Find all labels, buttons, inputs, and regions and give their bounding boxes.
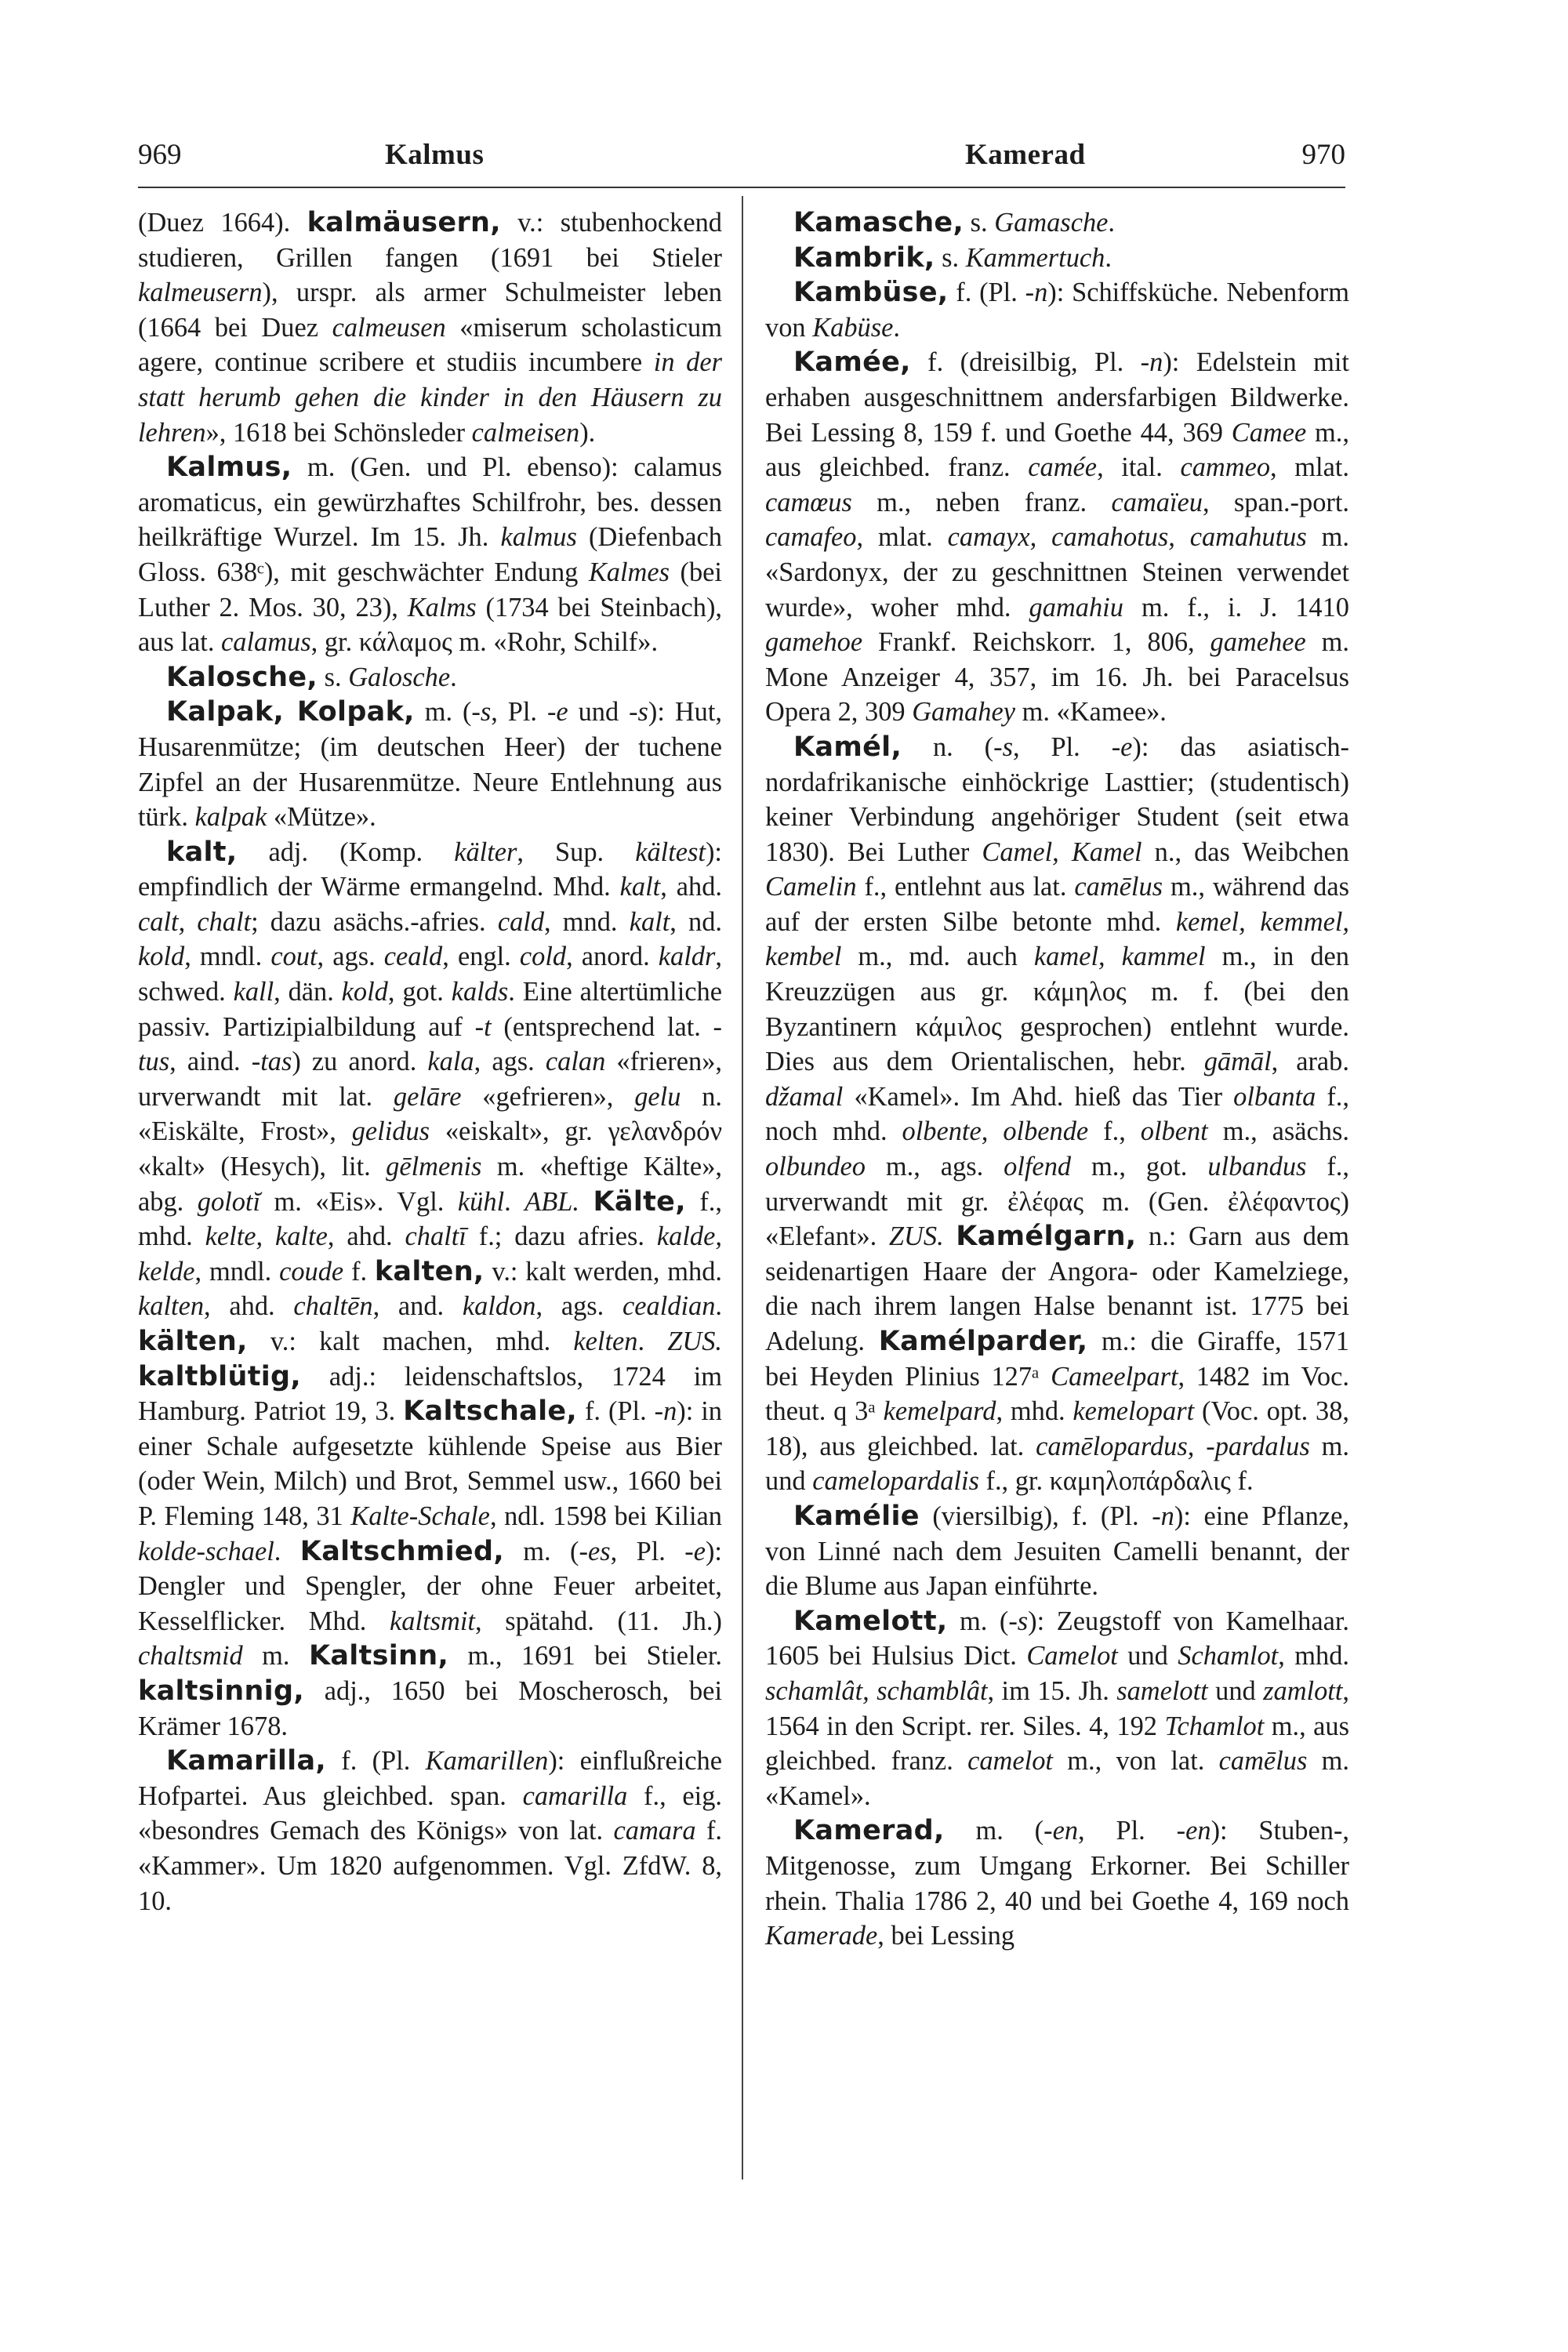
italic-text: Gamahey: [912, 697, 1015, 728]
entry-text: ): empfindlich der Wärme ermangelnd. Mhd.: [138, 837, 722, 902]
italic-text: Cameelpart: [1051, 1361, 1178, 1392]
headword: Kamarilla,: [166, 1745, 326, 1777]
italic-text: ABL.: [524, 1186, 579, 1217]
entry-text: [579, 1187, 593, 1217]
italic-text: olbente, olbende: [902, 1116, 1089, 1147]
italic-text: s: [1017, 1606, 1029, 1636]
italic-text: camœus: [765, 487, 852, 517]
italic-text: ZUS.: [667, 1327, 722, 1356]
header-rule: [138, 187, 1345, 188]
entry-text: , schwed.: [138, 942, 722, 1007]
italic-text: ceald: [383, 942, 443, 972]
entry-text: , 1482 im Voc. theut. q 3ᵃ: [765, 1361, 1349, 1427]
headword: kalt,: [166, 836, 238, 868]
dictionary-entry: [765, 1604, 1349, 1814]
entry-text: ).: [579, 417, 596, 448]
italic-text: Kamerade: [765, 1921, 878, 1951]
dictionary-entry: [765, 730, 1349, 1499]
headword: Kamélparder,: [878, 1326, 1088, 1357]
entry-text: n., das Weibchen: [1142, 837, 1349, 867]
dictionary-entry: [138, 835, 722, 1744]
italic-text: Galosche: [348, 662, 451, 692]
italic-text: es: [587, 1536, 611, 1566]
entry-text: m., aus gleichbed. franz.: [765, 1711, 1349, 1777]
italic-text: kalmeusern: [138, 278, 263, 308]
dictionary-entry: [765, 241, 1349, 276]
entry-text: f. (Pl. -: [948, 278, 1035, 308]
entry-text: n.: Garn aus dem seidenartigen Haare der Angora- oder Kamelziege, die nach ihrem langen Halse benannt ist. 1775 bei Adelung.: [765, 1221, 1349, 1356]
italic-text: s: [1002, 731, 1013, 762]
headword: Kamél,: [793, 731, 902, 763]
italic-text: kall: [233, 977, 274, 1007]
italic-text: Camelin: [765, 872, 857, 902]
entry-text: ): Stuben-, Mitgenosse, zum Umgang Erkorner. Bei Schiller rhein. Thalia 1786 2, 40 und bei Goethe 4, 169 noch: [765, 1816, 1350, 1916]
entry-text: adj. (Komp.: [237, 837, 455, 867]
italic-text: n: [1149, 347, 1163, 378]
entry-text: m., in den Kreuzzügen aus gr. κάμηλος m. f. (bei den Byzantinern κάμιλος gesprochen) entlehnt wurde. Dies aus dem Orientalischen, hebr.: [765, 942, 1349, 1077]
entry-text: «gefrieren»,: [461, 1081, 635, 1112]
italic-text: en: [1185, 1816, 1211, 1846]
entry-text: ; dazu asächs.-afries.: [251, 906, 498, 937]
italic-text: olbent: [1140, 1116, 1208, 1147]
entry-text: (Diefenbach Gloss. 638ᶜ), mit geschwächter Endung: [138, 522, 722, 587]
headword: Kälte,: [593, 1185, 686, 1218]
italic-text: kelten: [573, 1327, 638, 1356]
entry-text: , span.-port.: [1202, 487, 1349, 517]
headword: Kambüse,: [793, 277, 949, 309]
headword: kalmäusern,: [307, 207, 501, 238]
italic-text: gamehee: [1210, 627, 1306, 658]
headword: Kalpak, Kolpak,: [166, 696, 415, 728]
entry-text: ): Hut, Husarenmütze; (im deutschen Heer) der tuchene Zipfel an der Husarenmütze. Neure Entlehnung aus türk.: [138, 697, 723, 833]
entry-text: m. und: [765, 1431, 1349, 1497]
italic-text: Camee: [1231, 417, 1307, 448]
headword: Kambrik,: [793, 241, 935, 274]
italic-text: kalde, kelde: [138, 1221, 722, 1287]
entry-text: », 1618 bei Schönsleder: [205, 417, 472, 448]
italic-text: kalt: [619, 872, 661, 902]
italic-text: ZUS.: [888, 1221, 944, 1252]
italic-text: gēlmenis: [386, 1152, 482, 1182]
italic-text: Kalte-Schale: [350, 1501, 490, 1531]
italic-text: ulbandus: [1207, 1152, 1307, 1182]
entry-text: .: [450, 662, 457, 692]
dictionary-entry: [765, 275, 1349, 345]
entry-text: und: [1207, 1675, 1264, 1706]
entry-text: m., neben franz.: [851, 487, 1112, 517]
entry-text: ): einflußreiche Hofpartei. Aus gleichbed. span.: [138, 1746, 723, 1811]
italic-text: gamehoe: [765, 627, 863, 658]
dictionary-entry: [138, 450, 722, 660]
headword: Kamélie: [793, 1500, 920, 1532]
italic-text: tas: [260, 1047, 292, 1077]
italic-text: olfend: [1004, 1152, 1072, 1182]
headword: Kamelott,: [793, 1605, 948, 1637]
entry-text: m., von lat.: [1052, 1746, 1219, 1777]
dictionary-entry: [138, 660, 722, 695]
entry-text: ): das asiatisch-nordafrikanische einhöckrige Lasttier; (studentisch) keiner Verbindung angehöriger Student (seit etwa 1830). Bei Luther: [765, 731, 1349, 867]
dictionary-entry: [765, 1813, 1349, 1953]
column-divider: [742, 196, 743, 2180]
entry-text: (Duez 1664).: [138, 208, 307, 238]
entry-text: m., während das auf der ersten Silbe betonte mhd.: [765, 872, 1349, 937]
entry-text: m., 1691 bei Stieler.: [448, 1641, 722, 1671]
left-column: [138, 205, 722, 1918]
italic-text: kamel, kammel: [1033, 942, 1206, 972]
entry-text: , dän.: [274, 977, 342, 1007]
entry-text: «Mütze».: [267, 802, 376, 833]
entry-text: , ags.: [317, 942, 384, 972]
italic-text: kelte, kalte: [205, 1221, 328, 1252]
entry-text: m., aus gleichbed. franz.: [765, 417, 1349, 483]
entry-text: , gr. κάλαμος m. «Rohr, Schilf».: [310, 627, 659, 658]
italic-text: kold: [138, 942, 185, 972]
entry-text: v.: stubenhockend studieren, Grillen fangen (1691 bei Stieler: [138, 208, 722, 273]
entry-text: , arab.: [1271, 1047, 1349, 1077]
italic-text: en: [1052, 1816, 1079, 1846]
entry-text: , 1564 in den Script. rer. Siles. 4, 192: [765, 1675, 1349, 1741]
entry-text: , mlat.: [856, 522, 948, 553]
dictionary-entry: [138, 695, 722, 834]
italic-text: kemelpard: [883, 1396, 996, 1427]
entry-text: und -: [568, 697, 638, 728]
entry-text: , mhd.: [996, 1396, 1073, 1427]
entry-text: ), urspr. als armer Schulmeister leben (1664 bei Duez: [138, 278, 722, 343]
dictionary-entry: [765, 1499, 1349, 1604]
entry-text: .: [1105, 242, 1112, 273]
entry-text: s.: [318, 662, 349, 692]
entry-text: , ahd.: [204, 1291, 294, 1322]
italic-text: cout: [270, 942, 318, 972]
entry-text: f., urverwandt mit gr. ἐλέφας m. (Gen. ἐλέφαντος) «Elefant».: [765, 1152, 1349, 1252]
entry-text: , aind. -: [169, 1047, 261, 1077]
entry-text: f., noch mhd.: [765, 1081, 1349, 1147]
italic-text: e: [1120, 731, 1133, 762]
entry-text: , mhd.: [1278, 1641, 1349, 1671]
italic-text: cold: [519, 942, 567, 972]
entry-text: f.: [343, 1256, 375, 1287]
italic-text: e: [556, 697, 568, 728]
entry-text: adj.: leidenschaftslos, 1724 im Hamburg. Patriot 19, 3.: [138, 1361, 722, 1427]
headword: kaltsinnig,: [138, 1675, 304, 1707]
italic-text: calmeisen: [471, 417, 580, 448]
entry-text: m. (-: [503, 1536, 588, 1566]
italic-text: kältest: [635, 837, 706, 867]
entry-text: «eiskalt», gr. γελανδρόν «kalt» (Hesych), lit.: [138, 1116, 722, 1182]
entry-text: (Voc. opt. 38, 18), aus gleichbed. lat.: [765, 1396, 1349, 1461]
entry-text: ): eine Pflanze, von Linné nach dem Jesuiten Camelli benannt, der die Blume aus Japan einführte.: [765, 1501, 1349, 1602]
entry-text: m. Mone Anzeiger 4, 357, im 16. Jh. bei Paracelsus Opera 2, 309: [765, 627, 1350, 728]
entry-text: ): in einer Schale aufgesetzte kühlende Speise aus Bier (oder Wein, Milch) und Brot, Semmel usw., 1660 bei P. Fleming 148, 31: [138, 1396, 722, 1531]
entry-text: .: [893, 312, 900, 343]
running-head-right: Kamerad: [965, 139, 1086, 171]
italic-text: Gamasche: [994, 208, 1109, 238]
italic-text: Kamarillen: [425, 1746, 549, 1777]
italic-text: kaldr: [658, 942, 716, 972]
italic-text: gāmāl: [1203, 1047, 1272, 1077]
italic-text: calan: [545, 1047, 606, 1077]
italic-text: camēlus: [1218, 1746, 1308, 1777]
italic-text: coude: [279, 1256, 344, 1287]
entry-text: v.: kalt machen, mhd.: [247, 1327, 574, 1356]
entry-text: adj., 1650 bei Moscherosch, bei Krämer 1678.: [138, 1675, 722, 1741]
italic-text: calamus: [221, 627, 311, 658]
entry-text: , Pl. -: [1012, 731, 1121, 762]
italic-text: kolde-schael: [138, 1536, 274, 1566]
entry-text: ): Edelstein mit erhaben ausgeschnittnem andersfarbigen Bildwerke. Bei Lessing 8, 159 f. und Goethe 44, 369: [765, 347, 1349, 448]
entry-text: m., asächs.: [1207, 1116, 1349, 1147]
entry-text: [944, 1221, 956, 1251]
italic-text: kemelopart: [1073, 1396, 1195, 1427]
entry-text: , and.: [372, 1291, 463, 1322]
italic-text: camée: [1028, 452, 1098, 483]
italic-text: kühl: [457, 1186, 505, 1217]
entry-text: , ahd.: [327, 1221, 405, 1252]
entry-text: (bei Luther 2. Mos. 30, 23),: [138, 557, 722, 622]
italic-text: golotĭ: [197, 1186, 261, 1217]
italic-text: Kalms: [407, 592, 477, 622]
entry-text: , nd.: [670, 906, 723, 937]
italic-text: camarilla: [522, 1780, 628, 1811]
entry-text: m., ags.: [866, 1152, 1004, 1182]
italic-text: chaltēn: [293, 1291, 373, 1322]
entry-text: , engl.: [442, 942, 520, 972]
italic-text: kälter: [454, 837, 517, 867]
italic-text: camēlus: [1074, 872, 1163, 902]
italic-text: camafeo: [765, 522, 857, 553]
headword: kälten,: [138, 1326, 248, 1357]
entry-text: f., mhd.: [138, 1186, 722, 1252]
entry-text: , mndl.: [194, 1256, 280, 1287]
entry-text: s.: [935, 242, 966, 273]
italic-text: camara: [613, 1816, 696, 1846]
page-number-left: 969: [138, 139, 182, 171]
italic-text: Camelot: [1026, 1641, 1118, 1671]
entry-text: , Sup.: [517, 837, 636, 867]
entry-text: m., got.: [1071, 1152, 1208, 1182]
entry-text: , ital.: [1097, 452, 1181, 483]
entry-text: ): Dengler und Spengler, der ohne Feuer arbeitet, Kesselflicker. Mhd.: [138, 1536, 722, 1636]
entry-text: f. (Pl.: [326, 1746, 426, 1777]
italic-text: gelidus: [351, 1116, 430, 1147]
italic-text: Kalmes: [588, 557, 670, 587]
entry-text: m. «Sardonyx, der zu geschnittnen Steinen verwendet wurde», woher mhd.: [765, 522, 1349, 622]
entry-text: «miserum scholasticum agere, continue scribere et studiis incumbere: [138, 312, 722, 378]
entry-text: .: [504, 1186, 525, 1217]
entry-text: , im 15. Jh.: [987, 1675, 1117, 1706]
entry-text: . Eine altertümliche passiv. Partizipialbildung auf -: [138, 977, 722, 1042]
italic-text: kaltsmit: [390, 1606, 475, 1636]
entry-text: f.; dazu afries.: [466, 1221, 657, 1252]
entry-text: ): Schiffsküche. Nebenform von: [765, 278, 1350, 343]
entry-text: , spätahd. (11. Jh.): [474, 1606, 722, 1636]
entry-text: m. (-: [944, 1816, 1053, 1846]
entry-text: f. (Pl. -: [577, 1396, 664, 1427]
italic-text: camēlopardus, -pardalus: [1036, 1431, 1310, 1461]
headword: Kamée,: [793, 347, 911, 379]
italic-text: Kabüse: [812, 312, 894, 343]
entry-text: Frankf. Reichskorr. 1, 806,: [862, 627, 1210, 658]
entry-text: m. «heftige Kälte», abg.: [138, 1152, 722, 1217]
italic-text: kemel, kemmel, kembel: [765, 906, 1350, 972]
italic-text: Kammertuch: [965, 242, 1105, 273]
italic-text: tus: [138, 1047, 170, 1077]
entry-text: s.: [964, 208, 995, 238]
entry-text: , Pl. -: [491, 697, 557, 728]
entry-text: (viersilbig), f. (Pl. -: [919, 1501, 1161, 1531]
headword: Kaltschale,: [403, 1396, 578, 1428]
entry-text: f.,: [1088, 1116, 1141, 1147]
headword: Kaltsinn,: [308, 1640, 449, 1672]
entry-text: ) zu anord.: [292, 1047, 428, 1077]
entry-text: n. «Eiskälte, Frost»,: [138, 1081, 723, 1147]
entry-text: f. «Kammer». Um 1820 aufgenommen. Vgl. ZfdW. 8, 10.: [138, 1816, 723, 1916]
italic-text: Camel, Kamel: [982, 837, 1142, 867]
italic-text: samelott: [1116, 1675, 1208, 1706]
italic-text: kalpak: [194, 802, 267, 833]
entry-text: , bei Lessing: [877, 1921, 1015, 1951]
right-column: [765, 205, 1349, 1954]
dictionary-entry: [765, 345, 1349, 730]
entry-text: , Pl. -: [610, 1536, 694, 1566]
italic-text: schamlât, schamblât: [765, 1675, 988, 1706]
entry-text: und: [1117, 1641, 1178, 1671]
italic-text: džamal: [765, 1081, 844, 1112]
entry-text: n. (-: [902, 731, 1003, 762]
entry-text: «frieren», urverwandt mit lat.: [138, 1047, 722, 1112]
headword: kaltblütig,: [138, 1360, 301, 1392]
entry-text: m. «Kamee».: [1014, 697, 1167, 728]
headword: kalten,: [374, 1255, 485, 1287]
entry-text: f., entlehnt aus lat.: [856, 872, 1075, 902]
entry-text: , ndl. 1598 bei Kilian: [489, 1501, 722, 1531]
entry-text: m. «Eis». Vgl.: [260, 1186, 458, 1217]
entry-text: f., eig. «besondres Gemach des Königs» von lat.: [138, 1780, 722, 1846]
entry-text: , anord.: [566, 942, 659, 972]
page-number-right: 970: [1301, 139, 1345, 171]
headword: Kamerad,: [793, 1815, 945, 1847]
italic-text: kalten: [138, 1291, 205, 1322]
headword: Kamasche,: [793, 207, 964, 238]
italic-text: camayx, camahotus, camahutus: [947, 522, 1307, 553]
entry-text: .: [637, 1327, 668, 1356]
italic-text: kaldon: [462, 1291, 536, 1322]
italic-text: olbanta: [1233, 1081, 1316, 1112]
entry-text: , ags.: [535, 1291, 622, 1322]
entry-text: .: [274, 1536, 300, 1566]
italic-text: kala: [427, 1047, 474, 1077]
entry-text: f. (dreisilbig, Pl. -: [910, 347, 1150, 378]
italic-text: Tchamlot: [1164, 1711, 1265, 1741]
running-head-left: Kalmus: [385, 139, 485, 171]
entry-text: (entsprechend lat. -: [491, 1011, 722, 1042]
italic-text: s: [637, 697, 648, 728]
entry-text: m. f., i. J. 1410: [1123, 592, 1349, 622]
italic-text: kalt: [629, 906, 670, 937]
italic-text: kalmus: [500, 522, 577, 553]
italic-text: n: [1034, 278, 1048, 308]
headword: Kalmus,: [166, 452, 292, 484]
italic-text: zamlott: [1263, 1675, 1343, 1706]
entry-text: ): Zeugstoff von Kamelhaar. 1605 bei Hulsius Dict.: [765, 1606, 1349, 1671]
entry-text: , Pl. -: [1078, 1816, 1186, 1846]
entry-text: , ags.: [474, 1047, 546, 1077]
entry-text: m.: die Giraffe, 1571 bei Heyden Plinius 127ᵃ: [765, 1327, 1349, 1392]
italic-text: kalds: [451, 977, 509, 1007]
italic-text: s: [480, 697, 492, 728]
entry-text: , mndl.: [184, 942, 271, 972]
entry-text: m. «Kamel».: [765, 1746, 1349, 1811]
italic-text: in der statt herumb gehen die kinder in den Häusern zu lehren: [138, 347, 722, 448]
entry-text: , ahd.: [660, 872, 722, 902]
page-header: [138, 132, 1345, 179]
italic-text: e: [693, 1536, 706, 1566]
italic-text: cealdian: [622, 1291, 716, 1322]
entry-text: m. (-: [414, 697, 481, 728]
italic-text: gamahiu: [1029, 592, 1123, 622]
italic-text: olbundeo: [765, 1152, 866, 1182]
entry-text: m.: [242, 1641, 309, 1671]
entry-text: .: [1108, 208, 1116, 238]
entry-text: v.: kalt werden, mhd.: [484, 1256, 722, 1287]
entry-text: «Kamel». Im Ahd. hieß das Tier: [843, 1081, 1234, 1112]
entry-text: , got.: [387, 977, 452, 1007]
entry-text: , mnd.: [544, 906, 630, 937]
italic-text: kold: [341, 977, 388, 1007]
italic-text: n: [663, 1396, 677, 1427]
italic-text: camelot: [967, 1746, 1053, 1777]
italic-text: gelāre: [393, 1081, 462, 1112]
italic-text: calt, chalt: [138, 906, 252, 937]
entry-text: , mlat.: [1270, 452, 1349, 483]
italic-text: Schamlot: [1178, 1641, 1279, 1671]
dictionary-entry: [138, 1744, 722, 1918]
headword: Kaltschmied,: [299, 1535, 504, 1567]
entry-text: m. (-: [947, 1606, 1018, 1636]
entry-text: (1734 bei Steinbach), aus lat.: [138, 592, 722, 658]
italic-text: calmeusen: [332, 312, 446, 343]
entry-text: m., md. auch: [841, 942, 1034, 972]
dictionary-entry: [138, 205, 722, 450]
italic-text: camelopardalis: [812, 1466, 979, 1497]
italic-text: chaltī: [405, 1221, 466, 1252]
entry-text: m. (Gen. und Pl. ebenso): calamus aromaticus, ein gewürzhaftes Schilfrohr, bes. dessen heilkräftige Wurzel. Im 15. Jh.: [138, 452, 722, 553]
headword: Kalosche,: [166, 661, 318, 693]
entry-text: .: [715, 1291, 723, 1322]
italic-text: t: [484, 1011, 492, 1042]
italic-text: gelu: [634, 1081, 681, 1112]
italic-text: chaltsmid: [138, 1641, 243, 1671]
italic-text: cammeo: [1180, 452, 1271, 483]
entry-text: f., gr. καμηλοπάρδαλις f.: [978, 1466, 1254, 1497]
dictionary-entry: [765, 205, 1349, 241]
italic-text: cald: [497, 906, 545, 937]
italic-text: n: [1160, 1501, 1174, 1531]
headword: Kamélgarn,: [956, 1221, 1137, 1253]
italic-text: camaïeu: [1111, 487, 1203, 517]
